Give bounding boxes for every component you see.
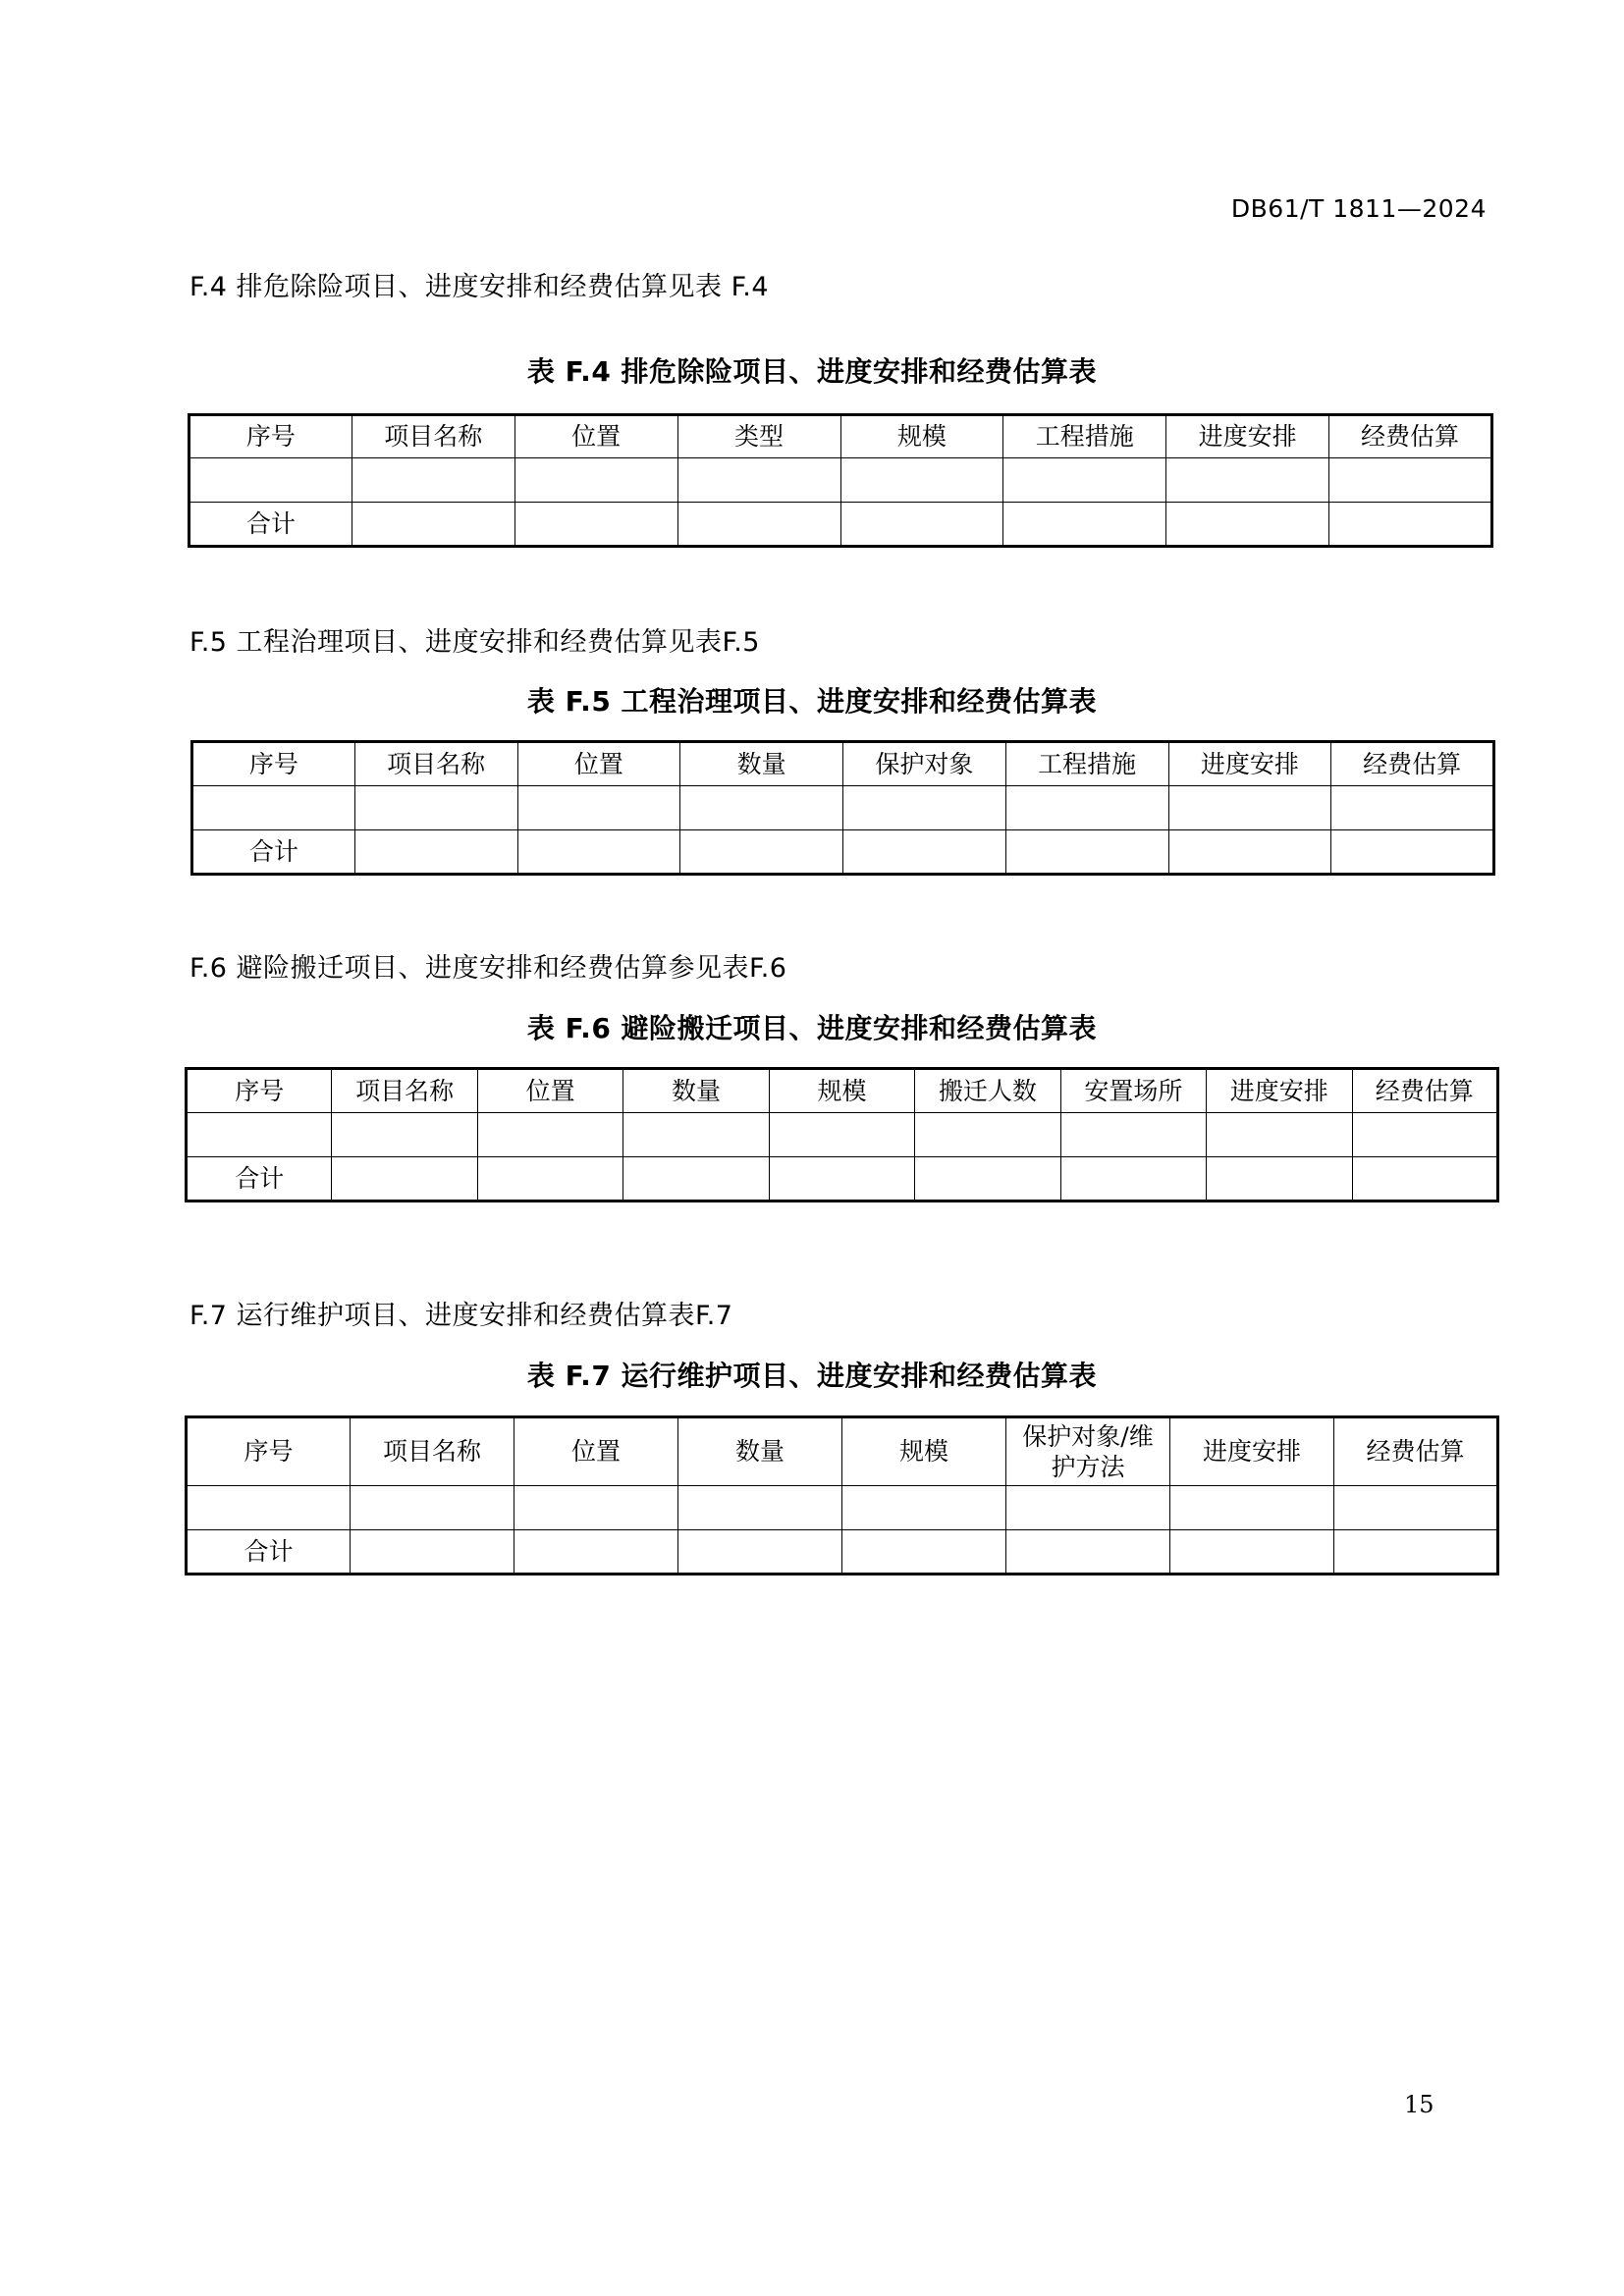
table-row xyxy=(192,786,1494,830)
total-label: 合计 xyxy=(187,1530,351,1575)
total-label: 合计 xyxy=(189,503,352,547)
col-header-project-name: 项目名称 xyxy=(354,742,517,786)
table-cell xyxy=(678,1530,842,1575)
table-cell xyxy=(1003,458,1166,503)
table-f7 xyxy=(185,1415,1499,1575)
section-heading-f4: F.4 排危除险项目、进度安排和经费估算见表 F.4 xyxy=(189,272,770,302)
col-header-resettlement-site: 安置场所 xyxy=(1060,1069,1206,1113)
table-cell xyxy=(1170,1530,1334,1575)
col-header-location: 位置 xyxy=(514,1417,678,1486)
table-cell xyxy=(1168,786,1331,830)
total-row xyxy=(187,1157,1498,1201)
table-cell xyxy=(1006,1530,1170,1575)
table-cell xyxy=(1334,1486,1498,1530)
col-header-cost-estimate: 经费估算 xyxy=(1334,1417,1498,1486)
table-cell xyxy=(840,458,1003,503)
col-header-index: 序号 xyxy=(189,415,352,458)
total-row xyxy=(187,1530,1498,1575)
table-caption-f6: 表 F.6 避险搬迁项目、进度安排和经费估算表 xyxy=(526,1012,1098,1044)
table-cell xyxy=(187,1113,332,1157)
section-heading-f7: F.7 运行维护项目、进度安排和经费估算表F.7 xyxy=(189,1301,733,1331)
table-cell xyxy=(915,1113,1060,1157)
table-cell xyxy=(840,503,1003,547)
table-cell xyxy=(843,830,1006,875)
total-row xyxy=(189,503,1492,547)
col-header-project-name: 项目名称 xyxy=(351,1417,514,1486)
table-cell xyxy=(514,1486,678,1530)
table-cell xyxy=(1005,786,1168,830)
table-cell xyxy=(1352,1157,1498,1201)
table-cell xyxy=(678,1486,842,1530)
section-heading-f5: F.5 工程治理项目、进度安排和经费估算见表F.5 xyxy=(189,627,760,658)
table-cell xyxy=(332,1157,477,1201)
col-header-engineering-measures: 工程措施 xyxy=(1003,415,1166,458)
table-cell xyxy=(514,1530,678,1575)
table-cell xyxy=(1334,1530,1498,1575)
table-cell xyxy=(1352,1113,1498,1157)
table-cell xyxy=(1207,1157,1352,1201)
table-cell xyxy=(769,1157,914,1201)
table-header-row xyxy=(189,415,1492,458)
col-header-scale: 规模 xyxy=(769,1069,914,1113)
table-f5 xyxy=(190,740,1495,876)
table-cell xyxy=(623,1157,769,1201)
table-cell xyxy=(842,1530,1006,1575)
table-cell xyxy=(623,1113,769,1157)
col-header-index: 序号 xyxy=(187,1069,332,1113)
page-number: 15 xyxy=(1404,2091,1435,2118)
table-cell xyxy=(192,786,355,830)
table-header-row xyxy=(187,1417,1498,1486)
table-cell xyxy=(187,1486,351,1530)
col-header-index: 序号 xyxy=(187,1417,351,1486)
table-cell xyxy=(1006,1486,1170,1530)
table-caption-f7: 表 F.7 运行维护项目、进度安排和经费估算表 xyxy=(526,1360,1098,1392)
table-cell xyxy=(677,503,840,547)
doc-code: DB61/T 1811—2024 xyxy=(1230,194,1487,223)
table-cell xyxy=(477,1113,623,1157)
col-header-schedule: 进度安排 xyxy=(1170,1417,1334,1486)
col-header-index: 序号 xyxy=(192,742,355,786)
col-header-quantity: 数量 xyxy=(678,1417,842,1486)
table-cell xyxy=(352,458,514,503)
table-row xyxy=(189,458,1492,503)
table-cell xyxy=(351,1530,514,1575)
total-row xyxy=(192,830,1494,875)
table-cell xyxy=(354,786,517,830)
table-cell xyxy=(677,458,840,503)
col-header-protected-object-maintenance-method: 保护对象/维护方法 xyxy=(1006,1417,1170,1486)
table-cell xyxy=(351,1486,514,1530)
table-header-row xyxy=(187,1069,1498,1113)
table-cell xyxy=(1060,1157,1206,1201)
table-cell xyxy=(915,1157,1060,1201)
table-caption-f5: 表 F.5 工程治理项目、进度安排和经费估算表 xyxy=(526,685,1098,718)
table-cell xyxy=(1166,503,1329,547)
table-cell xyxy=(189,458,352,503)
table-cell xyxy=(477,1157,623,1201)
col-header-project-name: 项目名称 xyxy=(332,1069,477,1113)
total-label: 合计 xyxy=(187,1157,332,1201)
table-cell xyxy=(1329,458,1492,503)
table-cell xyxy=(517,830,680,875)
table-cell xyxy=(332,1113,477,1157)
table-cell xyxy=(842,1486,1006,1530)
table-cell xyxy=(1329,503,1492,547)
table-row xyxy=(187,1486,1498,1530)
section-heading-f6: F.6 避险搬迁项目、进度安排和经费估算参见表F.6 xyxy=(189,953,787,984)
table-cell xyxy=(514,458,677,503)
table-cell xyxy=(514,503,677,547)
col-header-cost-estimate: 经费估算 xyxy=(1352,1069,1498,1113)
table-row xyxy=(187,1113,1498,1157)
col-header-cost-estimate: 经费估算 xyxy=(1329,415,1492,458)
table-cell xyxy=(1003,503,1166,547)
col-header-location: 位置 xyxy=(514,415,677,458)
table-cell xyxy=(680,786,843,830)
table-cell xyxy=(1166,458,1329,503)
table-cell xyxy=(354,830,517,875)
table-f4 xyxy=(188,413,1493,548)
table-header-row xyxy=(192,742,1494,786)
table-cell xyxy=(680,830,843,875)
col-header-quantity: 数量 xyxy=(680,742,843,786)
table-cell xyxy=(1207,1113,1352,1157)
col-header-schedule: 进度安排 xyxy=(1166,415,1329,458)
table-caption-f4: 表 F.4 排危除险项目、进度安排和经费估算表 xyxy=(526,355,1098,388)
col-header-location: 位置 xyxy=(517,742,680,786)
table-cell xyxy=(1060,1113,1206,1157)
col-header-scale: 规模 xyxy=(840,415,1003,458)
col-header-protected-object: 保护对象 xyxy=(843,742,1006,786)
col-header-project-name: 项目名称 xyxy=(352,415,514,458)
col-header-quantity: 数量 xyxy=(623,1069,769,1113)
col-header-scale: 规模 xyxy=(842,1417,1006,1486)
table-cell xyxy=(1331,786,1494,830)
total-label: 合计 xyxy=(192,830,355,875)
table-cell xyxy=(517,786,680,830)
table-cell xyxy=(1005,830,1168,875)
col-header-cost-estimate: 经费估算 xyxy=(1331,742,1494,786)
col-header-location: 位置 xyxy=(477,1069,623,1113)
col-header-schedule: 进度安排 xyxy=(1168,742,1331,786)
col-header-relocated-people: 搬迁人数 xyxy=(915,1069,1060,1113)
table-cell xyxy=(1170,1486,1334,1530)
col-header-type: 类型 xyxy=(677,415,840,458)
table-cell xyxy=(1331,830,1494,875)
table-cell xyxy=(843,786,1006,830)
table-f6 xyxy=(185,1067,1499,1202)
table-cell xyxy=(1168,830,1331,875)
table-cell xyxy=(352,503,514,547)
col-header-engineering-measures: 工程措施 xyxy=(1005,742,1168,786)
table-cell xyxy=(769,1113,914,1157)
col-header-schedule: 进度安排 xyxy=(1207,1069,1352,1113)
